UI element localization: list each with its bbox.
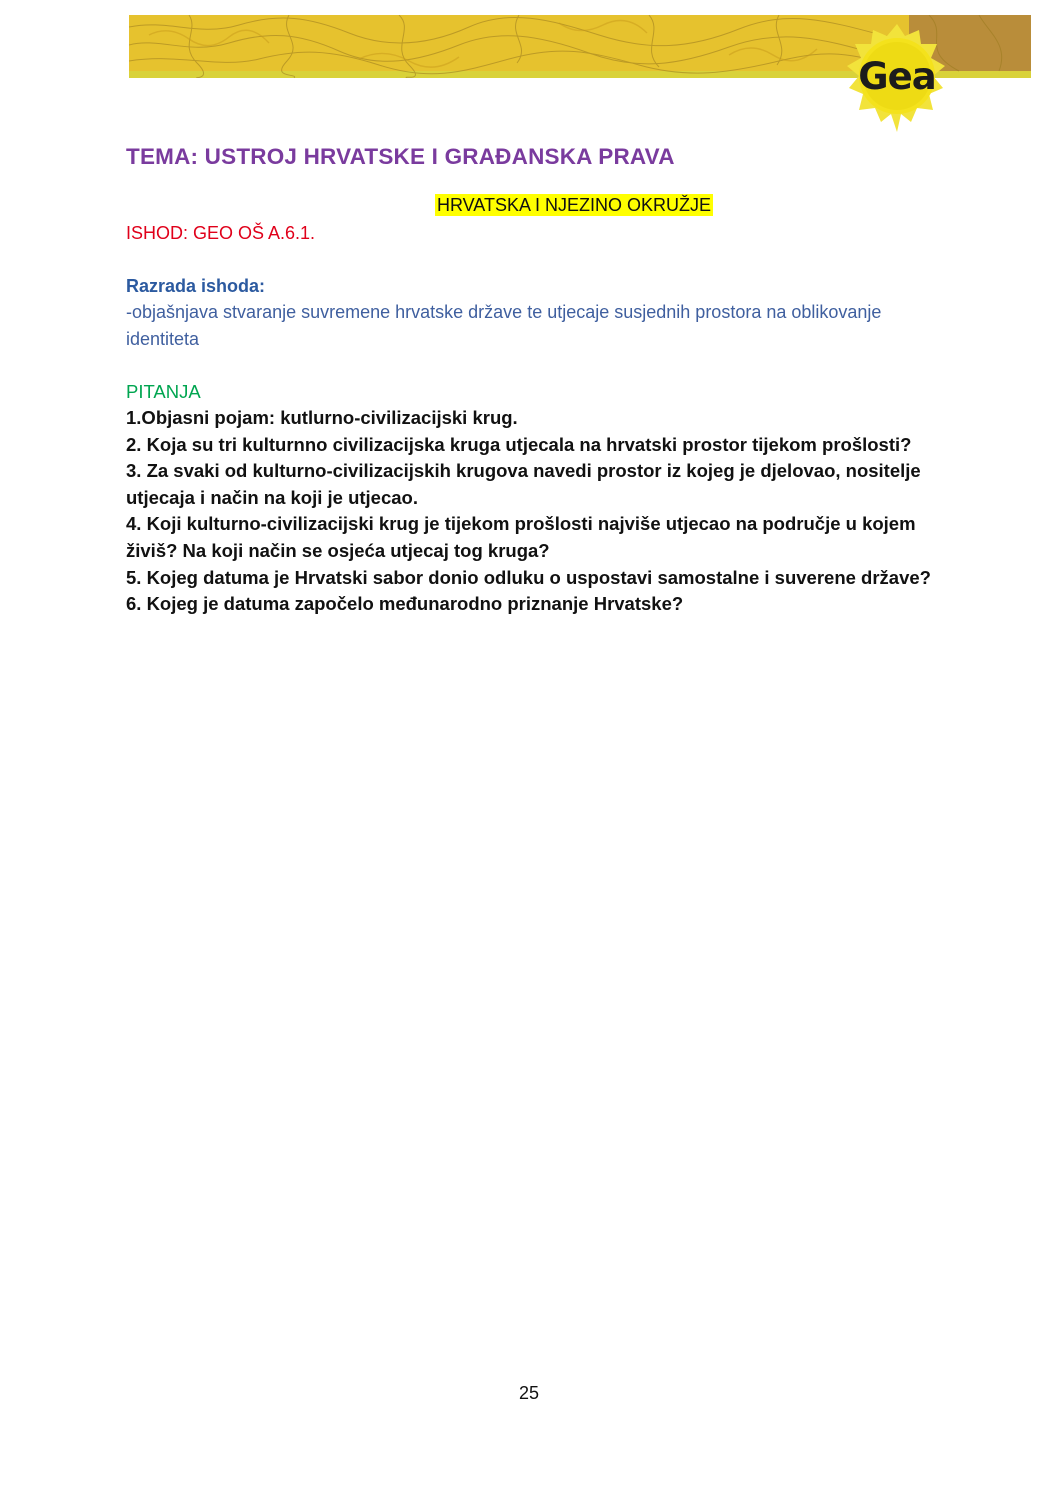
question-item: 1.Objasni pojam: kutlurno-civilizacijski krug. [126, 407, 518, 428]
question-item: 2. Koja su tri kulturnno civilizacijska kruga utjecala na hrvatski prostor tijekom prošlosti? [126, 433, 912, 455]
elaboration-text: -objašnjava stvaranje suvremene hrvatske države te utjecaje susjednih prostora na oblikovanje identiteta [126, 302, 882, 349]
gea-logo [845, 22, 949, 134]
question-item: 3. Za svaki od kulturno-civilizacijskih krugova navedi prostor iz kojeg je djelovao, nositelje utjecaja i način na koji je utjecao. [126, 460, 921, 508]
content [126, 140, 936, 618]
question-item: 6. Kojeg je datuma započelo međunarodno priznanje Hrvatske? [126, 593, 684, 615]
theme-title: TEMA: USTROJ HRVATSKE I GRAĐANSKA PRAVA [126, 144, 675, 169]
outcome-code: ISHOD: GEO OŠ A.6.1. [126, 223, 316, 243]
question-item: 5. Kojeg datuma je Hrvatski sabor donio odluku o uspostavi samostalne i suverene države? [126, 566, 931, 588]
elaboration-heading: Razrada ishoda: [126, 276, 266, 296]
subtitle-row [126, 192, 936, 220]
question-item: 4. Koji kulturno-civilizacijski krug je tijekom prošlosti najviše utjecao na područje u kojem živiš? Na koji način se osjeća utjecaj tog kruga? [126, 513, 916, 561]
question-list [126, 405, 936, 618]
page-number: 25 [518, 1383, 540, 1403]
logo-text: Gea [858, 55, 936, 98]
section-subtitle: HRVATSKA I NJEZINO OKRUŽJE [436, 195, 712, 215]
questions-heading: PITANJA [126, 381, 201, 402]
